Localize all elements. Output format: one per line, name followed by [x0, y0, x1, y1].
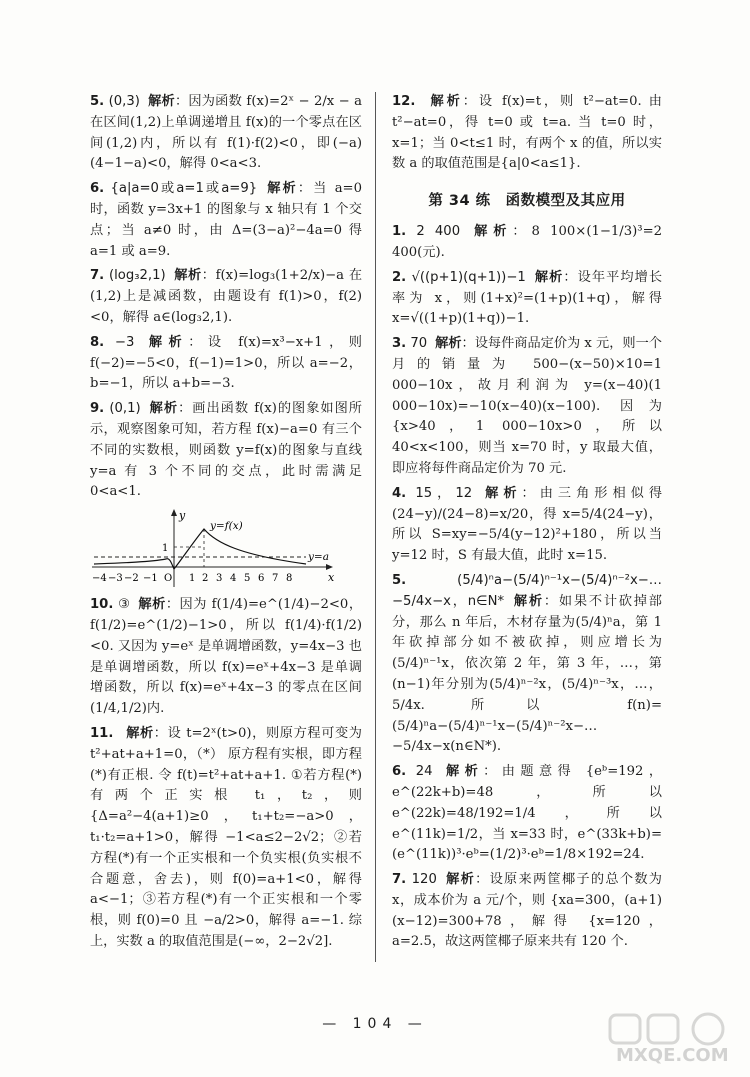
answer-value: −3	[114, 334, 135, 350]
function-curve	[94, 529, 306, 569]
answer-value: 120	[411, 872, 437, 888]
x-tick-label: −2	[124, 573, 139, 585]
analysis-text: ：由题意得 {eᵇ=192，e^(22k+b)=48，所以 e^(22k)=48/192=1/4，所以 e^(11k)=1/2，当 x=33 时，e^(33k+b)=(e^(11k))³·eᵇ=(1/2)³·eᵇ=1/8×192=24.	[392, 764, 663, 863]
x-tick-label: 4	[230, 573, 237, 585]
left-column	[90, 92, 362, 957]
answer-entry	[90, 399, 362, 503]
analysis-text: ：设原来两筐椰子的总个数为 x，成本价为 a 元/个，则 {xa=300，(a+1)(x−12)=300+78，解得 {x=120，a=2.5，故这两筐椰子原来共有 120 个.	[392, 872, 662, 950]
analysis-label: 解析	[435, 336, 462, 352]
analysis-text: ：设 f(x)=x³−x+1，则 f(−2)=−5<0，f(−1)=1>0，所以 a=−2，b=−1，所以 a+b=−3.	[90, 334, 362, 392]
analysis-text: ：8 100×(1−1/3)³=2 400(元).	[392, 224, 663, 260]
analysis-label: 解析	[138, 597, 166, 613]
question-number: 3.	[392, 336, 407, 352]
question-number: 7.	[90, 268, 105, 284]
x-tick-label: 1	[189, 573, 196, 585]
x-tick-label: 2	[202, 573, 209, 585]
analysis-label: 解析	[512, 593, 544, 609]
answer-value: √((p+1)(q+1))−1	[411, 269, 526, 285]
answer-entry	[392, 762, 662, 866]
watermark-icon	[604, 1009, 744, 1049]
analysis-label: 解析	[533, 269, 564, 285]
question-number: 5.	[90, 94, 105, 109]
analysis-label: 解析	[148, 401, 179, 417]
answer-entry	[392, 571, 662, 758]
x-tick-label: 6	[258, 573, 265, 585]
question-number: 9.	[90, 401, 105, 417]
answer-value: 2 400	[416, 224, 461, 240]
question-number: 8.	[90, 334, 105, 350]
analysis-label: 解析	[142, 334, 189, 350]
level-label: 1	[162, 543, 169, 555]
answer-entry	[90, 179, 362, 262]
analysis-label: 解析	[444, 872, 476, 888]
x-tick-label: −4	[92, 573, 107, 585]
analysis-label: 解析	[440, 764, 484, 780]
analysis-text: ：由三角形相似得 (24−y)/(24−8)=x/20，得 x=5/4(24−y)，所以 S=xy=−5/4(y−12)²+180，所以当 y=12 时，S 有最大值，此时 x=15.	[392, 485, 663, 564]
answer-value: 15，12	[415, 485, 473, 501]
question-number: 7.	[392, 872, 407, 888]
answer-entry	[90, 333, 362, 395]
curve-label: y=f(x)	[210, 520, 243, 533]
analysis-label: 解析	[430, 94, 463, 109]
answer-value: (0,1)	[109, 401, 141, 417]
x-axis-arrow-icon	[326, 564, 333, 570]
x-tick-label: 3	[216, 573, 223, 585]
answer-value: (0,3)	[108, 94, 140, 109]
analysis-text: ：设年平均增长率为 x，则(1+x)²=(1+p)(1+q)，解得 x=√((1+p)(1+q))−1.	[392, 269, 663, 327]
x-axis-label: x	[328, 571, 335, 585]
question-number: 2.	[392, 269, 407, 285]
question-number: 11.	[90, 725, 114, 741]
page-number: — 104 —	[322, 1016, 428, 1032]
line-label: y=a	[308, 551, 329, 564]
watermark-text: MXQE.COM	[616, 1045, 729, 1066]
analysis-text: ：设 t=2ˣ(t>0)，则原方程可变为 t²+at+a+1=0，（*） 原方程有实根，即方程(*)有正根. 令 f(t)=t²+at+a+1. ①若方程(*)有两个正实根 t₁，t₂，则 {Δ=a²−4(a+1)≥0，t₁+t₂=−a>0，t₁·t₂=a+1>0，解得 −1<a≤2−2√2；②若方程(*)有一个正实根和一个负实根(负实根不合题意，舍去)，则 f(0)=a+1<0，解得 a<−1；③若方程(*)有一个正实根和一个零根，则 f(0)=0 且 −a/2>0，解得 a=−1. 综上，实数 a 的取值范围是(−∞，2−2√2].	[90, 725, 362, 949]
function-graph	[90, 507, 340, 589]
x-tick-label: 7	[272, 573, 279, 585]
y-axis-arrow-icon	[171, 509, 177, 516]
analysis-text: ：设每件商品定价为 x 元，则一个月的销量为 500−(x−50)×10=1 000−10x，故月利润为 y=(x−40)(1 000−10x)=−10(x−40)(x−100). 因为 {x>40，1 000−10x>0，所以 40<x<100，则当 x=70 时，y 取最大值，即应将每件商品定价为 70 元.	[392, 336, 662, 476]
answer-value: 24	[415, 764, 433, 780]
answer-entry	[392, 222, 662, 264]
x-tick-label: 8	[286, 573, 293, 585]
x-tick-label: −3	[108, 573, 123, 585]
analysis-text: ：画出函数 f(x)的图象如图所示，观察图象可知，若方程 f(x)−a=0 有三个不同的实数根，则函数 y=f(x)的图象与直线 y=a 有 3 个不同的交点，此时需满足 0<a<1.	[90, 401, 362, 500]
analysis-label: 解析	[147, 94, 175, 109]
x-tick-labels	[92, 573, 292, 584]
question-number: 12.	[392, 94, 416, 109]
analysis-label: 解析	[126, 725, 154, 741]
watermark-logo	[604, 1009, 744, 1073]
answer-entry	[392, 92, 662, 175]
answer-entry	[90, 724, 362, 953]
analysis-text: ：因为 f(1/4)=e^(1/4)−2<0，f(1/2)=e^(1/2)−1>0，所以 f(1/4)·f(1/2)<0. 又因为 y=eˣ 是单调增函数，y=4x−3 也是单调增函数，所以 f(x)=eˣ+4x−3 是单调增函数，所以 f(x)=eˣ+4x−3 的零点在区间(1/4,1/2)内.	[90, 597, 363, 717]
question-number: 4.	[392, 485, 407, 501]
right-column	[392, 92, 662, 957]
y-axis-label: y	[179, 509, 186, 523]
question-number: 1.	[392, 224, 407, 240]
analysis-label: 解析	[480, 485, 522, 501]
analysis-text: ：f(x)=log₃(1+2/x)−a 在(1,2)上是减函数，由题设有 f(1)>0，f(2)<0，解得 a∈(log₃2,1).	[90, 268, 363, 325]
x-tick-label: O	[164, 573, 173, 585]
question-number: 10.	[90, 597, 114, 613]
answer-entry	[90, 266, 362, 328]
analysis-text: ：如果不计砍掉部分，那么 n 年后，木材存量为(5/4)ⁿa，第 1 年砍掉部分如不被砍掉，则应增长为(5/4)ⁿ⁻¹x，依次第 2 年，第 3 年，…，第(n−1)年分别为(5/4)ⁿ⁻²x，(5/4)ⁿ⁻³x，…，5/4x. 所以 f(n)=(5/4)ⁿa−(5/4)ⁿ⁻¹x−(5/4)ⁿ⁻²x−…−5/4x−x(n∈N*).	[392, 593, 662, 755]
answer-entry	[392, 484, 662, 567]
x-tick-label: −1	[143, 573, 158, 585]
answer-value: (5/4)ⁿa−(5/4)ⁿ⁻¹x−(5/4)ⁿ⁻²x−…−5/4x−x，n∈N*	[392, 572, 662, 609]
analysis-label: 解析	[265, 181, 298, 197]
answer-entry	[392, 334, 662, 480]
answer-entry	[90, 92, 362, 175]
x-tick-label: 5	[244, 573, 251, 585]
analysis-text: ：当 a=0 时，函数 y=3x+1 的图象与 x 轴只有 1 个交点；当 a≠0 时，由 Δ=(3−a)²−4a=0 得 a=1 或 a=9.	[90, 181, 362, 259]
answer-value: {a|a=0或a=1或a=9}	[110, 181, 258, 197]
question-number: 6.	[90, 181, 105, 197]
answer-value: (log₃2,1)	[108, 268, 166, 284]
answer-value: 70	[410, 336, 428, 352]
section-title: 第 34 练 函数模型及其应用	[428, 193, 626, 210]
analysis-text: ：设 f(x)=t，则 t²−at=0. 由 t²−at=0，得 t=0 或 t=a. 当 t=0 时，x=1；当 0<t≤1 时，有两个 x 的值，所以实数 a 的取值范围是{a|0<a≤1}.	[392, 94, 662, 172]
question-number: 5.	[392, 572, 407, 588]
answer-entry	[392, 268, 662, 330]
column-divider	[375, 92, 376, 962]
answer-entry	[90, 595, 362, 720]
analysis-text: ：因为函数 f(x)=2ˣ − 2/x − a 在区间(1,2)上单调递增且 f(x)的一个零点在区间(1,2)内，所以有 f(1)·f(2)<0，即(−a)(4−1−a)<0，解得 0<a<3.	[90, 94, 362, 172]
answer-value: ③	[118, 597, 131, 613]
answer-entry	[392, 870, 662, 953]
analysis-label: 解析	[173, 268, 202, 284]
analysis-label: 解析	[468, 224, 513, 240]
question-number: 6.	[392, 764, 407, 780]
